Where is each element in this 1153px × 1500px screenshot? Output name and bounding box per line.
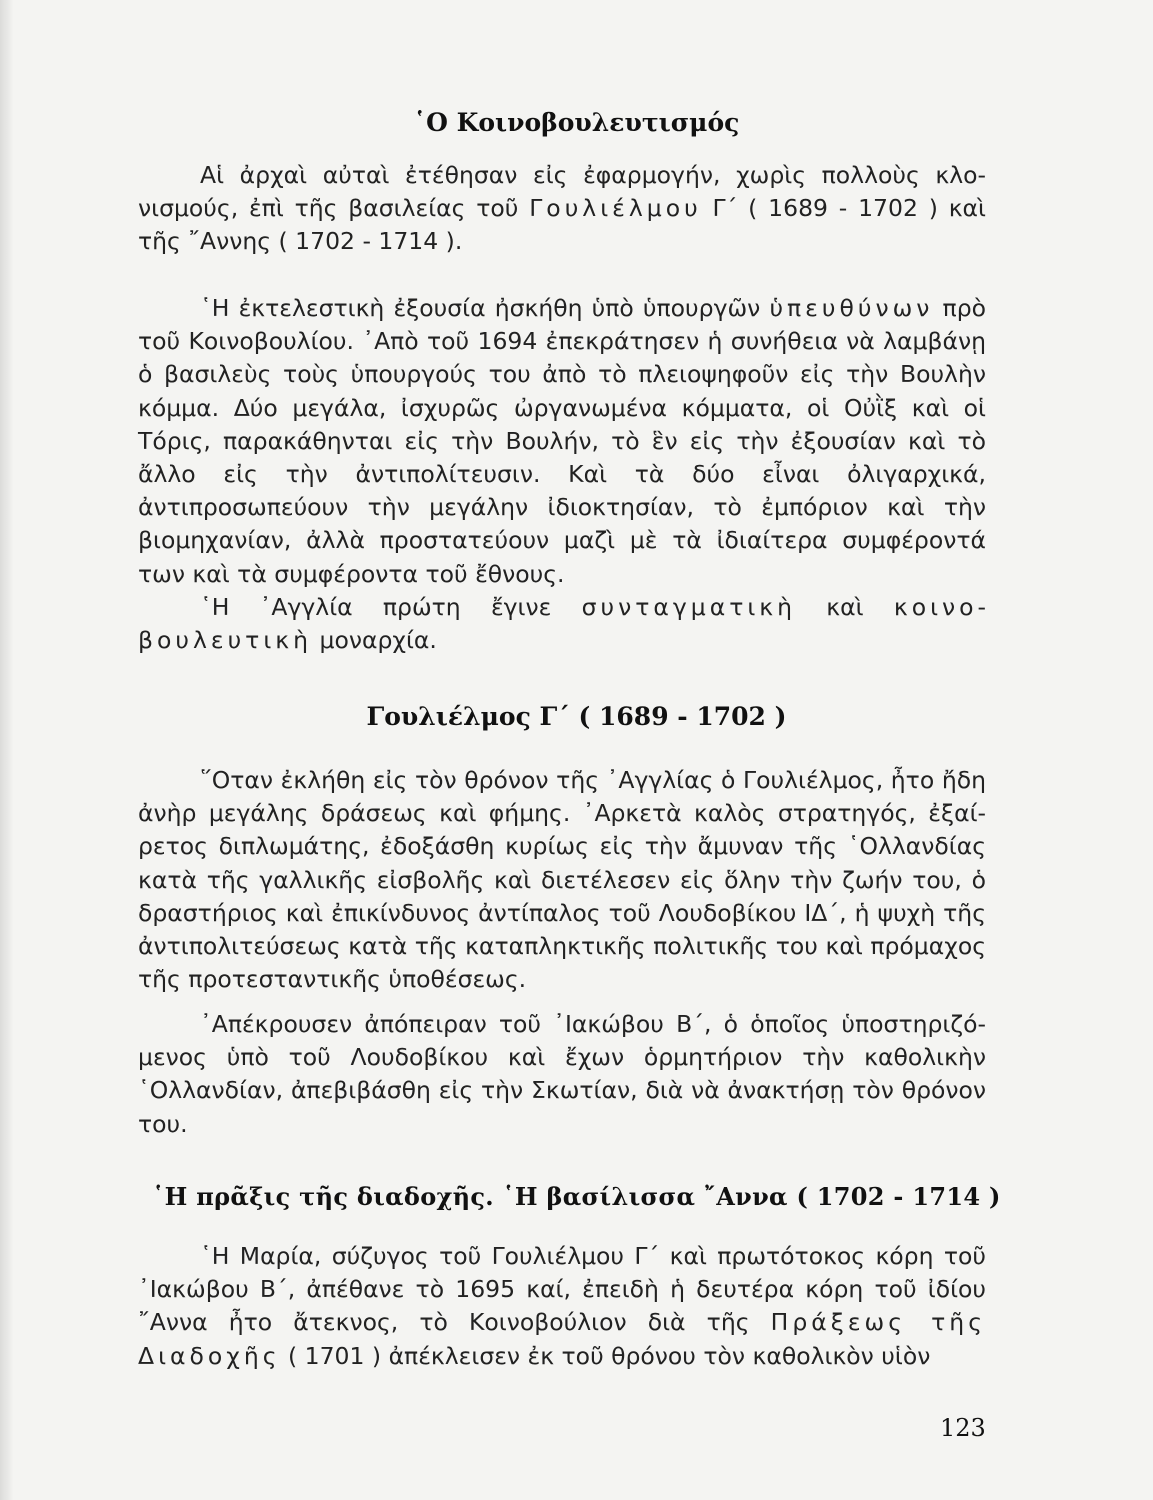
text-run: Γ΄ ( 1689 - 1702 ) καὶ τῆς ῎Αννης ( 1702 - 1714 ). [138,194,987,256]
paragraph-5 [138,1008,986,1141]
spaced-emphasis-text: Πράξεως τῆς Διαδοχῆς [138,1308,986,1370]
paragraph-3 [138,591,986,657]
spaced-emphasis-text: κοινοβουλευτικὴ [138,593,987,655]
page-edge-shadow [0,0,14,1500]
text-run: πρὸ τοῦ Κοινοβουλίου. ᾿Απὸ τοῦ 1694 ἐπεκράτησεν ἡ συνήθεια νὰ λαμβάνῃ ὁ βασιλεὺς τοὺς ὑπουργούς του ἀπὸ τὸ πλειοψηφοῦν εἰς τὴν Βουλὴν κόμμα. Δύο μεγάλα, ἰσχυρῶς ὠργανωμένα κόμματα, οἱ Οὐῒξ καὶ οἱ Τόρις, παρακάθηνται εἰς τὴν Βουλήν, τὸ ἓν εἰς τὴν ἐξουσίαν καὶ τὸ ἄλλο εἰς τὴν ἀντιπολίτευσιν. Καὶ τὰ δύο εἶναι ὀλιγαρχικά, ἀντιπροσωπεύουν τὴν μεγάλην ἰδιοκτησίαν, τὸ ἐμπόριον καὶ τὴν βιομηχανίαν, ἀλλὰ προστατεύουν μαζὶ μὲ τὰ ἰδιαίτερα συμφέροντά των καὶ τὰ συμφέροντα τοῦ ἔθνους. [138,294,986,588]
text-run: ῾Η Μαρία, σύζυγος τοῦ Γουλιέλμου Γ΄ καὶ πρωτότοκος κόρη τοῦ ᾿Ιακώβου Β΄, ἀπέθανε τὸ 1695 καί, ἐπειδὴ ἡ δευτέρα κόρη τοῦ ἰδίου ῎Αννα ἦτο ἄτεκνος, τὸ Κοινοβούλιον διὰ τῆς [138,1242,986,1337]
text-run: ( 1701 ) ἀπέκλεισεν ἐκ τοῦ θρόνου τὸν καθολικὸν υἱὸν [280,1341,931,1370]
spaced-emphasis-text: συνταγματικὴ [581,593,797,621]
paragraph-1 [138,159,986,259]
text-run: ᾿Απέκρουσεν ἀπόπειραν τοῦ ᾿Ιακώβου Β΄, ὁ ὁποῖος ὑποστηριζόμενος ὑπὸ τοῦ Λουδοβίκου καὶ ἔχων ὁρμητήριον τὴν καθολικὴν ῾Ολλανδίαν, ἀπεβιβάσθη εἰς τὴν Σκωτίαν, διὰ νὰ ἀνακτήσῃ τὸν θρόνον του. [138,1010,986,1138]
text-run: ῾Η ἐκτελεστικὴ ἐξουσία ἠσκήθη ὑπὸ ὑπουργῶν [200,294,770,322]
page-number: 123 [940,1414,986,1442]
heading-william-iii: Γουλιέλμος Γ΄ ( 1689 - 1702 ) [366,702,787,731]
heading-parliamentarism: ῾Ο Κοινοβουλευτισμός [413,108,740,137]
spaced-emphasis-text: Γουλιέλμου [529,194,702,223]
text-run: ῞Οταν ἐκλήθη εἰς τὸν θρόνον τῆς ᾿Αγγλίας ὁ Γουλιέλμος, ἦτο ἤδη ἀνὴρ μεγάλης δράσεως καὶ φήμης. ᾿Αρκετὰ καλὸς στρατηγός, ἐξαίρετος διπλωμάτης, ἐδοξάσθη κυρίως εἰς τὴν ἄμυναν τῆς ῾Ολλανδίας κατὰ τῆς γαλλικῆς εἰσβολῆς καὶ διετέλεσεν εἰς ὅλην τὴν ζωήν του, ὁ δραστήριος καὶ ἐπικίνδυνος ἀντίπαλος τοῦ Λουδοβίκου ΙΔ΄, ἡ ψυχὴ τῆς ἀντιπολιτεύσεως κατὰ τῆς καταπληκτικῆς πολιτικῆς του καὶ πρόμαχος τῆς προτεσταντικῆς ὑποθέσεως. [138,766,986,994]
paragraph-6 [138,1240,986,1373]
text-run: Αἱ ἀρχαὶ αὐταὶ ἐτέθησαν εἰς ἐφαρμογήν, χωρὶς πολλοὺς κλονισμούς, ἐπὶ τῆς βασιλείας τοῦ [138,161,986,223]
text-run: ῾Η ᾿Αγγλία πρώτη ἔγινε [200,593,582,621]
paragraph-2 [138,292,986,591]
text-run: καὶ [796,593,894,621]
heading-act-of-succession: ῾Η πρᾶξις τῆς διαδοχῆς. ῾Η βασίλισσα ῎Αννα ( 1702 - 1714 ) [152,1182,1001,1211]
spaced-emphasis-text: ὑπευθύνων [769,294,934,322]
text-run: μοναρχία. [312,626,437,655]
paragraph-4 [138,764,986,996]
